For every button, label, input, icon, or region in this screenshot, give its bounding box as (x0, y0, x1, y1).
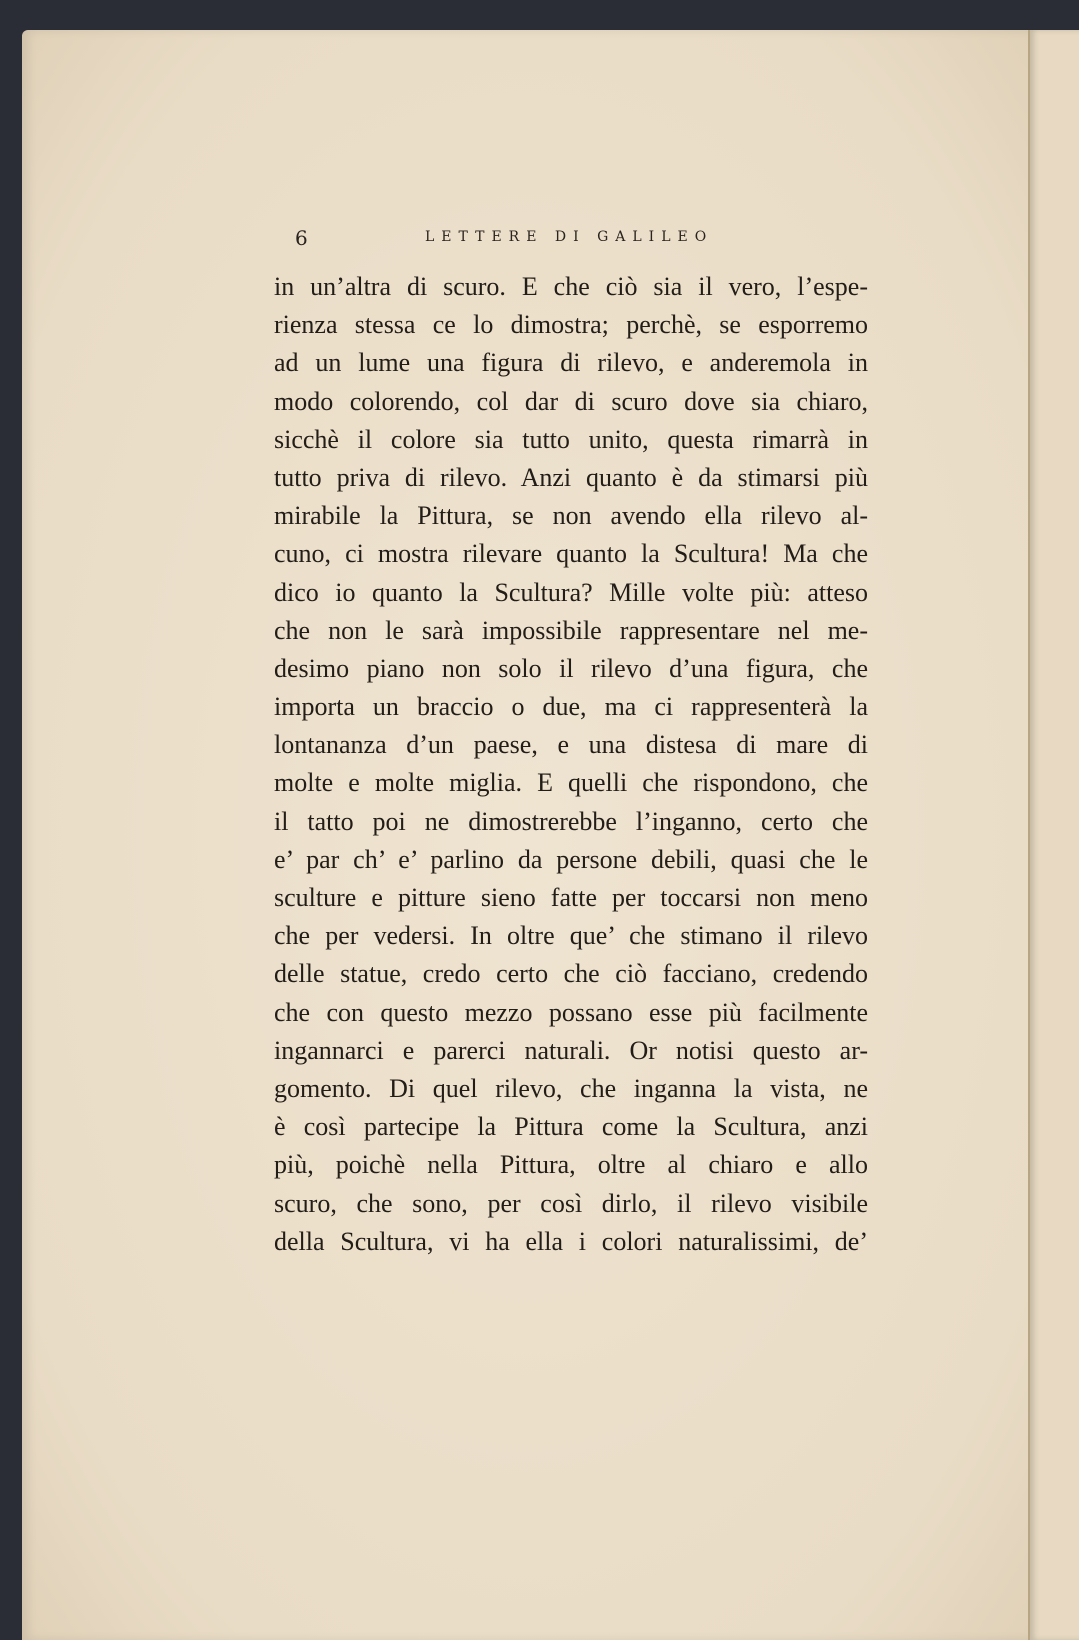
text-line: ingannarci e parerci naturali. Or notisi questo ar- (274, 1035, 868, 1065)
text-line: molte e molte miglia. E quelli che rispondono, che (274, 768, 868, 798)
text-line: in un’altra di scuro. E che ciò sia il vero, l’espe- (274, 272, 868, 301)
text-line: della Scultura, vi ha ella i colori naturalissimi, de’ (274, 1226, 868, 1256)
text-line: che con questo mezzo possano esse più facilmente (274, 997, 868, 1027)
text-line: modo colorendo, col dar di scuro dove sia chiaro, (274, 386, 868, 416)
text-line: e’ par ch’ e’ parlino da persone debili, quasi che le (274, 844, 868, 874)
body-text (274, 268, 868, 1261)
text-line: desimo piano non solo il rilevo d’una figura, che (274, 653, 868, 683)
text-line: tutto priva di rilevo. Anzi quanto è da stimarsi più (274, 462, 868, 492)
text-line: delle statue, credo certo che ciò facciano, credendo (274, 959, 868, 989)
page-number: 6 (295, 226, 308, 250)
text-line: lontananza d’un paese, e una distesa di mare di (274, 730, 868, 760)
running-title: LETTERE DI GALILEO (425, 229, 714, 245)
text-line: cuno, ci mostra rilevare quanto la Scultura! Ma che (274, 539, 868, 569)
text-line: dico io quanto la Scultura? Mille volte più: atteso (274, 577, 868, 607)
text-line: che non le sarà impossibile rappresentare nel me- (274, 615, 868, 645)
text-line: ad un lume una figura di rilevo, e anderemola in (274, 348, 868, 378)
text-line: che per vedersi. In oltre que’ che stimano il rilevo (274, 921, 868, 951)
text-line: mirabile la Pittura, se non avendo ella rilevo al- (274, 501, 868, 531)
text-line: il tatto poi ne dimostrerebbe l’inganno, certo che (274, 806, 868, 836)
adjacent-page-edge (1028, 30, 1079, 1640)
text-line: gomento. Di quel rilevo, che inganna la vista, ne (274, 1073, 868, 1103)
text-line: scuro, che sono, per così dirlo, il rilevo visibile (274, 1188, 868, 1218)
text-line: è così partecipe la Pittura come la Scultura, anzi (274, 1112, 868, 1142)
text-line: più, poichè nella Pittura, oltre al chiaro e allo (274, 1150, 868, 1180)
text-line: sicchè il colore sia tutto unito, questa rimarrà in (274, 424, 868, 454)
text-line: sculture e pitture sieno fatte per toccarsi non meno (274, 883, 868, 912)
text-line: importa un braccio o due, ma ci rappresenterà la (274, 692, 868, 722)
text-line: rienza stessa ce lo dimostra; perchè, se esporremo (274, 310, 868, 340)
